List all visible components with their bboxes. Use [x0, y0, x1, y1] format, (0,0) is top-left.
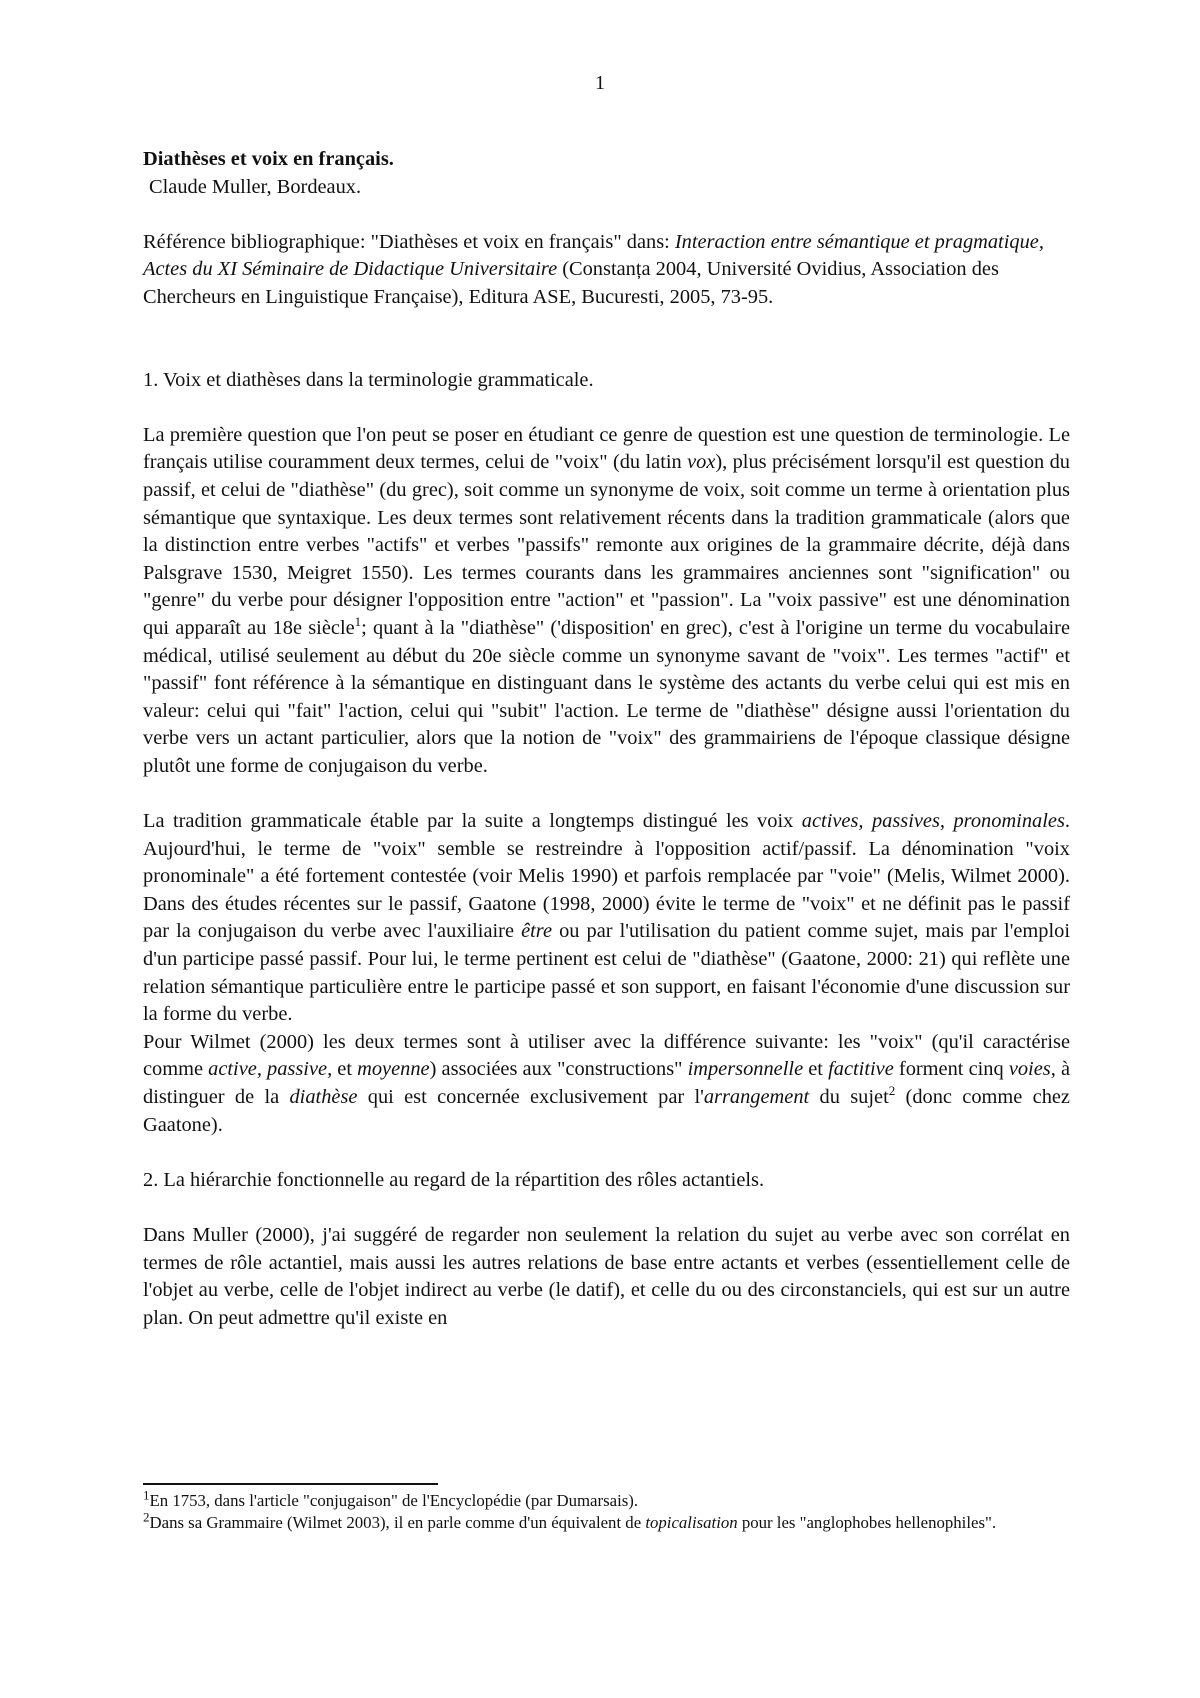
footnote-ref-1: 1: [354, 614, 362, 630]
text-run: et: [803, 1058, 829, 1081]
text-run: ou par l'utilisation du patient comme sujet, mais par l'emploi d'un participe passé passif. Pour lui, le terme pertinent est celui de "diathèse" (Gaatone, 2000: 21) qui reflète une relation sémantique particulière entre le participe passé et son support, en faisant l'économie d'une discussion sur la forme du verbe.: [143, 920, 1070, 1026]
text-run: ; quant à la "diathèse" ('disposition' en grec), c'est à l'origine un terme du vocabulaire médical, utilisé seulement au début du 20e siècle comme un synonyme savant de "voix". Les termes "actif" et "passif" font référence à la sémantique en distinguant dans le système des actants du verbe celui qui est mis en valeur: celui qui "fait" l'action, celui qui "subit" l'action. Le terme de "diathèse" désigne aussi l'orientation du verbe vers un actant particulier, alors que la notion de "voix" des grammairiens de l'époque classique désigne plutôt une forme de conjugaison du verbe.: [143, 616, 1070, 777]
text-run: forment cinq: [893, 1058, 1009, 1081]
text-run: et: [332, 1058, 358, 1081]
text-run-italic: vox: [687, 451, 716, 474]
text-run: ) associées aux "constructions": [429, 1058, 688, 1081]
text-run: . Aujourd'hui, le terme de "voix" semble se restreindre à l'opposition actif/passif. La dénomination "voix pronominale" a été fortement contestée (voir Melis 1990) et parfois remplacée par "voie" (Melis, Wilmet 2000). Dans des études récentes sur le passif, Gaatone (1998, 2000) évite le terme de "voix" et ne définit pas le passif par la conjugaison du verbe avec l'auxiliaire: [143, 810, 1070, 943]
text-run-italic: voies: [1008, 1058, 1051, 1081]
bibliographic-reference: [143, 229, 1070, 312]
section-2-paragraph-1: Dans Muller (2000), j'ai suggéré de regarder non seulement la relation du sujet au verbe avec son corrélat en termes de rôle actantiel, mais aussi les autres relations de base entre actants et verbes (essentiellement celle de l'objet au verbe, celle de l'objet indirect au verbe (le datif), et celle du ou des circonstanciels, qui est sur un autre plan. On peut admettre qu'il existe en: [143, 1223, 1070, 1329]
footnote-1: [143, 1487, 1070, 1512]
section-1-paragraph-3: [143, 1029, 1070, 1139]
text-run: La première question que l'on peut se poser en étudiant ce genre de question est une question de terminologie. Le français utilise couramment deux termes, celui de "voix" (du latin: [143, 423, 1070, 474]
footnote-text: En 1753, dans l'article "conjugaison" de l'Encyclopédie (par Dumarsais).: [149, 1491, 639, 1510]
section-1-paragraph-1: [143, 422, 1070, 781]
reference-tail: (Constanța 2004, Université Ovidius, Association des Chercheurs en Linguistique Française), Editura ASE, Bucuresti, 2005, 73-95.: [143, 258, 999, 308]
footnote-text: Dans sa Grammaire (Wilmet 2003), il en parle comme d'un équivalent de: [149, 1513, 646, 1532]
text-run-italic: moyenne: [357, 1058, 430, 1081]
text-run: (donc comme chez Gaatone).: [143, 1086, 1070, 1136]
text-run-italic: impersonnelle: [687, 1058, 804, 1081]
footnote-number: 1: [143, 1487, 150, 1503]
section-2-heading: 2. La hiérarchie fonctionnelle au regard de la répartition des rôles actantiels.: [143, 1168, 765, 1191]
document-body: [143, 146, 1070, 1332]
text-run-italic: être: [521, 920, 553, 943]
footnote-ref-2: 2: [888, 1083, 896, 1099]
reference-source: Interaction entre sémantique et pragmatique, Actes du XI Séminaire de Didactique Universitaire: [143, 230, 1044, 281]
reference-lead: Référence bibliographique: "Diathèses et voix en français" dans:: [143, 230, 675, 253]
footnote-text-italic: topicalisation: [645, 1513, 738, 1532]
footnote-text: pour les "anglophobes hellenophiles".: [737, 1513, 997, 1532]
text-run-italic: active, passive,: [208, 1058, 333, 1081]
page-number: 1: [595, 72, 605, 94]
text-run: ), plus précisément lorsqu'il est question du passif, et celui de "diathèse" (du grec), soit comme un synonyme de voix, soit comme un terme à orientation plus sémantique que syntaxique. Les deux termes sont relativement récents dans la tradition grammaticale (alors que la distinction entre verbes "actifs" et verbes "passifs" remonte aux origines de la grammaire décrite, déjà dans Palsgrave 1530, Meigret 1550). Les termes courants dans les grammaires anciennes sont "signification" ou "genre" du verbe pour désigner l'opposition entre "action" et "passion". La "voix passive" est une dénomination qui apparaît au 18e siècle: [143, 451, 1070, 639]
text-run: , à distinguer de la: [143, 1058, 1070, 1108]
text-run: Pour Wilmet (2000) les deux termes sont à utiliser avec la différence suivante: les "voix" (qu'il caractérise comme: [143, 1030, 1070, 1081]
text-run-italic: arrangement: [703, 1086, 810, 1108]
footnotes: [143, 1487, 1070, 1534]
text-run: La tradition grammaticale étable par la suite a longtemps distingué les voix: [143, 810, 802, 833]
document-title: Diathèses et voix en français.: [143, 148, 394, 170]
section-1-paragraph-2: [143, 808, 1070, 1029]
footnote-separator: [143, 1483, 438, 1485]
text-run-italic: diathèse: [289, 1086, 358, 1108]
text-run-italic: actives, passives, pronominales: [801, 810, 1065, 833]
section-1-heading: 1. Voix et diathèses dans la terminologie grammaticale.: [143, 368, 594, 391]
text-run: qui est concernée exclusivement par l': [357, 1086, 704, 1108]
author-line: Claude Muller, Bordeaux.: [149, 175, 362, 198]
footnote-2: [143, 1509, 1070, 1534]
footnote-number: 2: [143, 1509, 150, 1525]
text-run: du sujet: [809, 1086, 889, 1108]
text-run-italic: factitive: [828, 1058, 894, 1081]
